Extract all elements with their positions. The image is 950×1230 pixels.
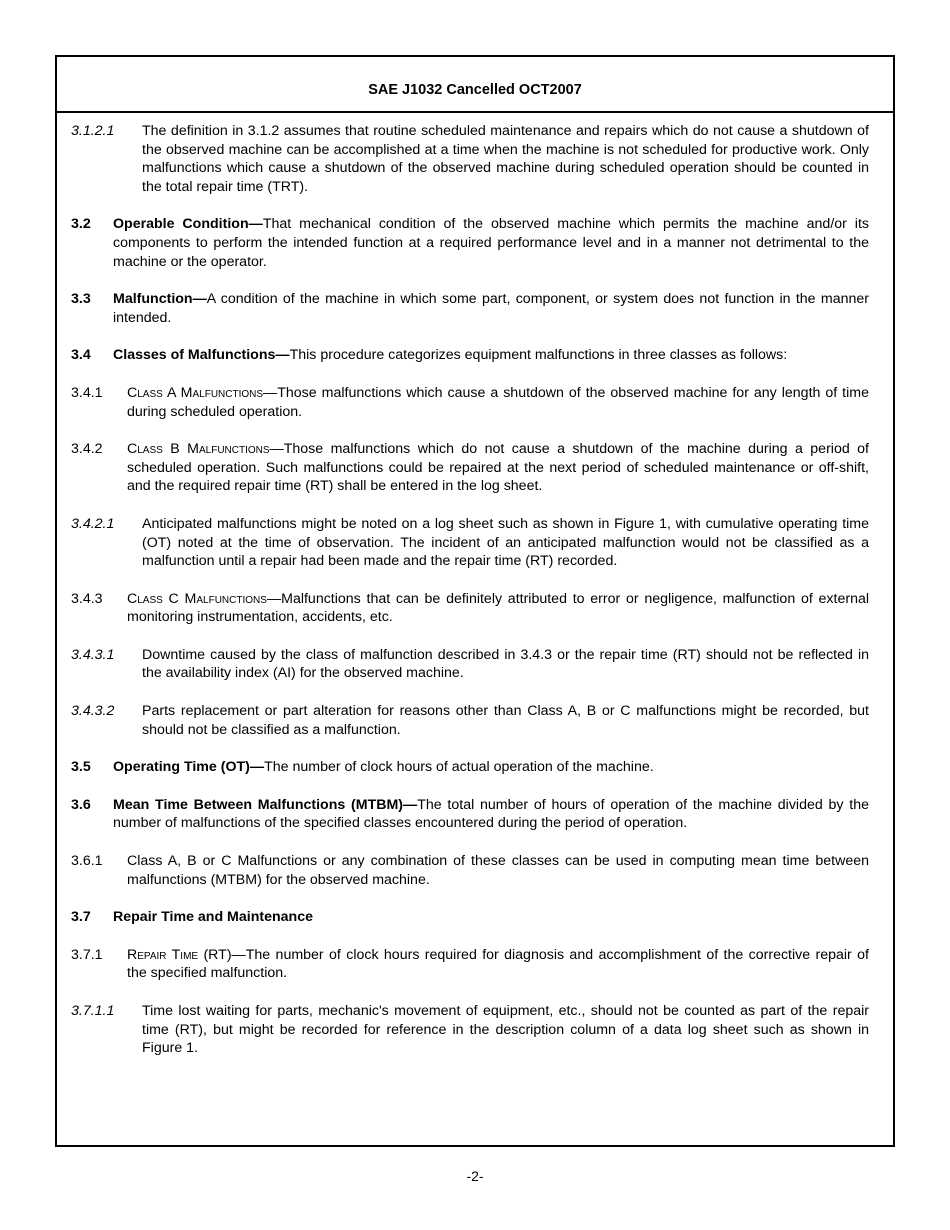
section-3-5: [71, 758, 869, 777]
section-text: A condition of the machine in which some part, component, or system does not function in the manner intended.: [113, 291, 869, 326]
section-3-4-1: [71, 384, 869, 421]
section-text: (RT)—The number of clock hours required for diagnosis and accomplishment of the corrective repair of the specified malfunction.: [127, 946, 869, 982]
section-term: Class A Malfunctions: [127, 384, 264, 401]
section-3-4-2: [71, 440, 869, 496]
section-number: 3.3: [71, 291, 91, 308]
section-number: 3.7: [71, 909, 91, 926]
section-text: Time lost waiting for parts, mechanic's movement of equipment, etc., should not be counted as part of the repair time (RT), but might be recorded for reference in the description column of a data log sheet such as shown in Figure 1.: [142, 1003, 869, 1057]
section-text: The number of clock hours of actual operation of the machine.: [264, 759, 654, 776]
section-text: —Those malfunctions which cause a shutdown of the observed machine for any length of time during scheduled operation.: [127, 384, 869, 420]
section-number: 3.6: [71, 796, 91, 813]
section-3-4: [71, 346, 869, 365]
section-number: 3.4.2.1: [71, 515, 115, 532]
section-text: The total number of hours of operation of the machine divided by the number of malfunctions of the specified classes encountered during the period of operation.: [113, 796, 869, 832]
section-number: 3.2: [71, 216, 91, 233]
section-3-4-2-1: [71, 515, 869, 571]
section-3-6-1: [71, 852, 869, 889]
section-3-6: [71, 796, 869, 833]
section-term: Repair Time: [127, 946, 199, 963]
section-3-1-2-1: [71, 122, 869, 196]
section-term: Operating Time (OT)—: [113, 759, 265, 776]
section-term: Classes of Malfunctions—: [113, 347, 290, 364]
section-3-4-3-1: [71, 646, 869, 683]
section-text: Downtime caused by the class of malfunction described in 3.4.3 or the repair time (RT) should not be reflected in the availability index (AI) for the observed machine.: [142, 646, 869, 682]
section-text: —Malfunctions that can be definitely attributed to error or negligence, malfunction of external monitoring instrumentation, accidents, etc.: [127, 590, 870, 626]
section-number: 3.7.1.1: [71, 1003, 115, 1019]
section-number: 3.6.1: [71, 853, 103, 870]
section-term: Class C Malfunctions: [127, 590, 267, 607]
section-text: Parts replacement or part alteration for reasons other than Class A, B or C malfunctions might be recorded, but should not be classified as a malfunction.: [142, 703, 869, 738]
section-term: Mean Time Between Malfunctions (MTBM)—: [113, 796, 418, 813]
section-text: —Those malfunctions which do not cause a shutdown of the machine during a period of scheduled operation. Such malfunctions could be repaired at the next period of scheduled maintenance or off-shift, and the required repair time (RT) shall be entered in the log sheet.: [127, 441, 869, 495]
section-3-3: [71, 290, 869, 327]
document-header: SAE J1032 Cancelled OCT2007: [57, 57, 893, 113]
section-number: 3.4.3.1: [71, 646, 115, 663]
page-frame: [55, 55, 895, 1147]
section-term: Malfunction—: [113, 291, 207, 308]
section-3-7: [71, 908, 869, 927]
section-text: The definition in 3.1.2 assumes that routine scheduled maintenance and repairs which do not cause a shutdown of the observed machine can be accomplished at a time when the machine is not scheduled for productive work. Only malfunctions which cause a shutdown of the observed machine during scheduled operation should be counted in the total repair time (TRT).: [142, 123, 869, 195]
section-3-4-3: [71, 590, 869, 627]
section-text: This procedure categorizes equipment malfunctions in three classes as follows:: [289, 347, 788, 364]
section-number: 3.1.2.1: [71, 123, 115, 139]
document-body: [71, 122, 869, 1077]
section-text: That mechanical condition of the observed machine which permits the machine and/or its components to perform the intended function at a required performance level and in a manner not detrimental to the machine or the operator.: [113, 216, 869, 270]
page-number: -2-: [466, 1168, 484, 1184]
section-term: Class B Malfunctions: [127, 441, 270, 458]
section-3-7-1-1: [71, 1002, 869, 1058]
section-number: 3.4.3.2: [71, 703, 115, 720]
section-number: 3.4: [71, 347, 91, 364]
section-heading: Repair Time and Maintenance: [113, 909, 313, 926]
section-number: 3.4.2: [71, 441, 103, 458]
section-text: Class A, B or C Malfunctions or any combination of these classes can be used in computing mean time between malfunctions (MTBM) for the observed machine.: [127, 853, 869, 888]
section-3-2: [71, 215, 869, 271]
section-number: 3.7.1: [71, 946, 103, 963]
section-number: 3.4.3: [71, 590, 103, 607]
section-text: Anticipated malfunctions might be noted on a log sheet such as shown in Figure 1, with cumulative operating time (OT) noted at the time of observation. The incident of an anticipated malfunction would not be classified as a malfunction until a repair had been made and the repair time (RT) recorded.: [142, 515, 869, 570]
section-3-7-1: [71, 946, 869, 983]
section-term: Operable Condition—: [113, 216, 263, 233]
section-number: 3.4.1: [71, 384, 103, 401]
section-3-4-3-2: [71, 702, 869, 739]
section-number: 3.5: [71, 759, 91, 776]
